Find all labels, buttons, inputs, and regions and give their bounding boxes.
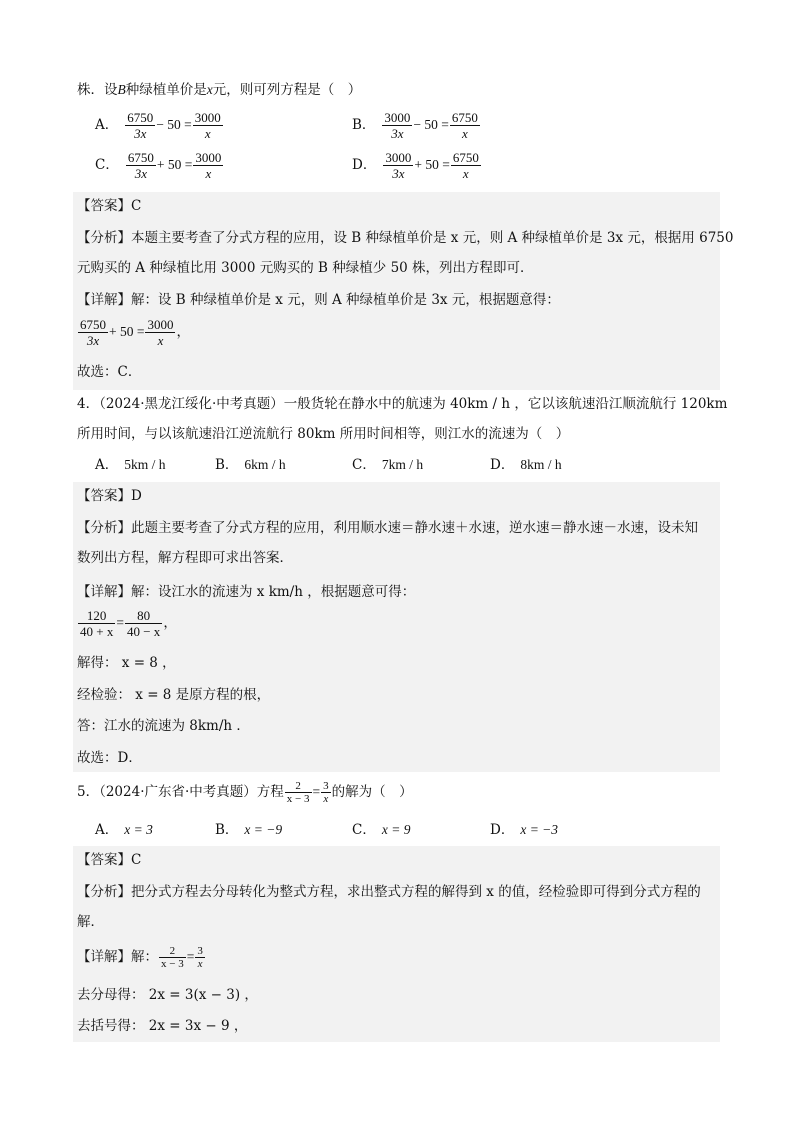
q3-analysis-line-2: 元购买的 A 种绿植比用 3000 元购买的 B 种绿植少 50 株，列出方程即可． [77,260,534,276]
fraction: $\frac{3000}{x}$ [195,150,222,181]
operator: + 50 = [109,324,145,339]
fraction: $\frac{3000}{3x}$ [384,110,411,141]
q4-option-a[interactable] [95,455,166,475]
punctuation: ， [176,324,190,340]
option-label: B． [352,117,376,133]
option-label: C． [352,457,376,473]
option-text: 6km / h [244,457,286,472]
q4-answer: 【答案】D [77,488,142,504]
fraction: $\frac{3}{x}$ [323,780,329,805]
option-label: A． [95,457,119,473]
option-text: x = −3 [520,822,559,837]
q5-solution-band [73,846,720,1042]
operator: = [186,949,195,964]
q3-option-c[interactable] [95,150,224,181]
q3-option-b[interactable] [352,110,481,141]
fraction: $\frac{6750}{x}$ [451,110,478,141]
option-label: C． [352,822,376,838]
operator: − 50 = [156,117,192,132]
fraction: $\frac{6750}{3x}$ [127,110,154,141]
q5-analysis-line-2: 解． [77,914,104,930]
option-text: 7km / h [381,457,424,472]
q4-stem-line-2: 所用时间，与以该航速沿江逆流航行 80km 所用时间相等，则江水的流速为（ ） [77,426,570,442]
fraction: $\frac{80}{40 - x}$ [126,608,161,639]
option-label: A． [95,822,119,838]
q5-option-b[interactable] [215,820,282,840]
operator: + 50 = [414,157,450,172]
q3-stem-mid: 种绿植单价是 [125,82,207,98]
q5-detail [77,945,206,970]
q3-stem-var-x: x [206,82,213,97]
punctuation: ， [163,615,177,631]
option-label: D． [490,457,515,473]
q3-option-d[interactable] [352,150,482,181]
q5-step-1: 去分母得： 2x = 3(x − 3) ， [77,987,258,1003]
fraction: $\frac{6750}{x}$ [452,150,479,181]
q5-stem [77,780,413,805]
option-text: 8km / h [520,457,562,472]
option-text: x = −9 [244,822,283,837]
q4-check: 经检验： x = 8 是原方程的根， [77,687,271,703]
fraction: $\frac{120}{40 + x}$ [80,608,114,639]
operator: + 50 = [156,157,193,172]
q4-analysis-line-2: 数列出方程，解方程即可求出答案． [77,550,293,566]
fraction: $\frac{3000}{x}$ [147,317,174,348]
operator: = [312,784,321,799]
q3-stem [77,80,361,100]
operator: = [116,615,124,630]
q5-detail-head: 【详解】解： [77,949,158,965]
q5-stem-tail: 的解为（ ） [331,784,413,800]
fraction: $\frac{2}{x - 3}$ [286,780,310,805]
fraction: $\frac{6750}{3x}$ [127,150,154,181]
q3-analysis-line-1: 【分析】本题主要考查了分式方程的应用，设 B 种绿植单价是 x 元，则 A 种绿植单价是 3x 元，根据用 6750 [77,230,734,246]
q4-detail: 【详解】解：设江水的流速为 x km/h ，根据题意可得： [77,584,416,600]
q4-reply: 答：江水的流速为 8km/h ． [77,718,250,734]
q4-option-b[interactable] [215,455,286,475]
option-label: B． [215,457,239,473]
q3-option-a[interactable] [95,110,224,141]
q3-equation [77,317,190,348]
fraction: $\frac{6750}{3x}$ [80,317,106,348]
fraction: $\frac{2}{x - 3}$ [161,945,184,970]
option-text: x = 3 [124,822,153,837]
q5-answer: 【答案】C [77,852,142,868]
q4-equation [77,608,177,639]
q5-option-d[interactable] [490,820,558,840]
fraction: $\frac{3000}{3x}$ [385,150,412,181]
operator: − 50 = [413,117,449,132]
q3-stem-end: 元，则可列方程是（ ） [212,82,362,98]
q5-step-2: 去括号得： 2x = 3x − 9 ， [77,1018,248,1034]
q3-stem-var-b: B [117,82,126,97]
fraction: $\frac{3}{x}$ [197,945,203,970]
q4-solve: 解得： x = 8 ， [77,655,176,671]
option-label: D． [352,157,377,173]
option-label: A． [95,117,119,133]
q3-stem-head: 株．设 [77,82,118,98]
q4-analysis-line-1: 【分析】此题主要考查了分式方程的应用，利用顺水速＝静水速＋水速，逆水速＝静水速－水速，设未知 [77,520,698,536]
q4-option-c[interactable] [352,455,423,475]
q3-answer: 【答案】C [77,198,142,214]
q4-stem-line-1: 4．（2024·黑龙江绥化·中考真题）一般货轮在静水中的航速为 40km / h ，它以该航速沿江顺流航行 120km [77,396,728,412]
option-label: D． [490,822,515,838]
q5-option-a[interactable] [95,820,153,840]
option-text: x = 9 [381,822,411,837]
fraction: $\frac{3000}{x}$ [194,110,221,141]
option-text: 5km / h [124,457,166,472]
q5-stem-head: 5．（2024·广东省·中考真题）方程 [77,784,284,800]
option-label: C． [95,157,119,173]
q4-option-d[interactable] [490,455,562,475]
option-label: B． [215,822,239,838]
q5-analysis-line-1: 【分析】把分式方程去分母转化为整式方程，求出整式方程的解得到 x 的值，经检验即可得到分式方程的 [77,884,701,900]
q4-choose: 故选：D． [77,750,142,766]
q5-option-c[interactable] [352,820,410,840]
q3-detail: 【详解】解：设 B 种绿植单价是 x 元，则 A 种绿植单价是 3x 元，根据题意得： [77,292,560,308]
q3-choose: 故选：C． [77,364,142,380]
